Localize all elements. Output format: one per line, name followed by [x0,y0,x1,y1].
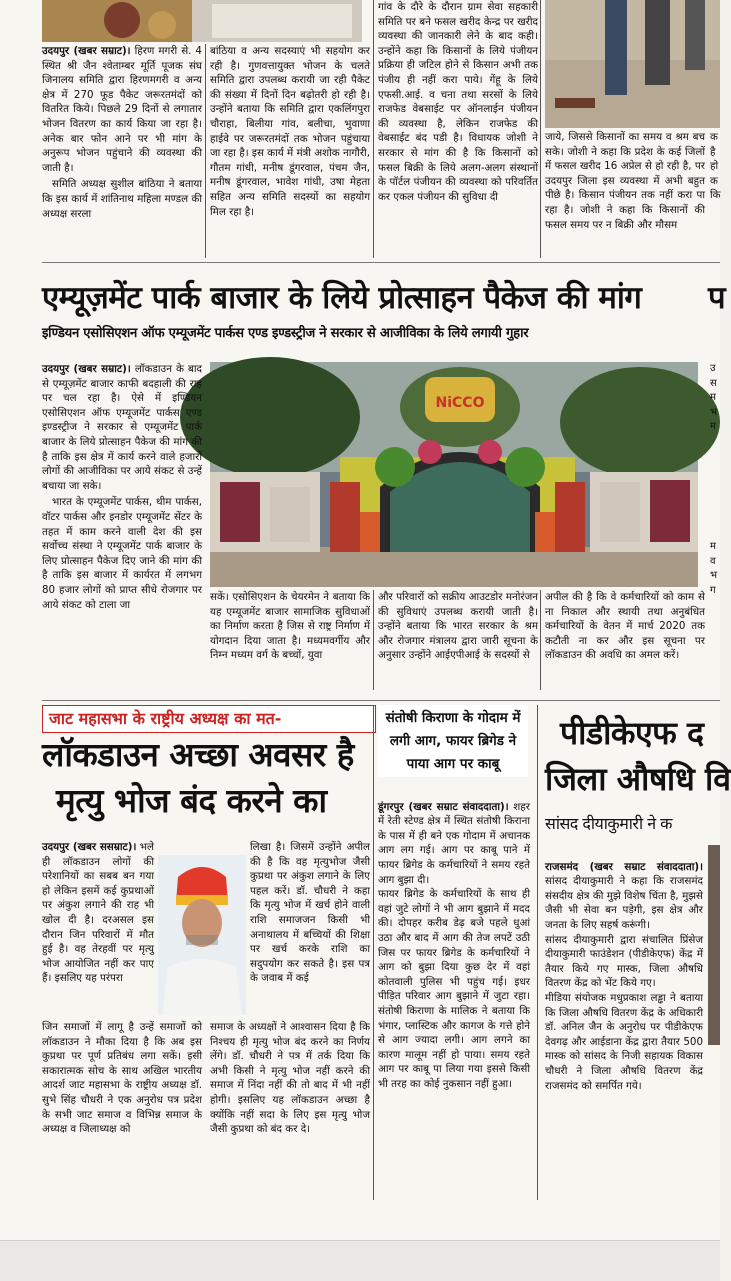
edge-right-top [710,362,722,532]
edge-headline-fragment: प [708,280,726,316]
amusement-headline: एम्यूज़मेंट पार्क बाजार के लिये प्रोत्साहन पैकेज की मांग [42,280,642,316]
top-article-col1 [42,44,202,260]
amusement-col1 [42,362,202,690]
pdkf-article-body [545,845,703,1205]
top-article-col2 [210,44,370,260]
jat-col2a-text: लिखा है। जिसमें उन्होंने अपील की है कि वह मृत्युभोज जैसी कुप्रथा पर अंकुश लगाने के लिए पहल करें। डॉ. चौधरी ने कहा कि मृत्यु भोज में खर्च होने वाली राशि समाजजन किसी भी अनाथालय में बच्चियों की शिक्षा पर खर्च करके राशि का सदुपयोग कर सकते है। इस पत्र के जवाब में कई [250,841,370,985]
jat-headline-line1: लॉकडाउन अच्छा अवसर है [42,735,354,774]
nicco-park-photo [210,362,698,587]
fire-headline-box: संतोषी किराणा के गोदाम में लगी आग, फायर ब्रिगेड ने पाया आग पर काबू [378,705,528,777]
jat-col1a-text: उदयपुर (खबर ससम्राट)। भले ही लॉकडाउन लोगों की परेशानियों का सबब बन गया हो लेकिन इसमें कई कुप्रथाओं पर अंकुश लगाने की राह भी खोल दी है। दरअसल इस दौरान जिन परिवारों में मौत हुई है। वह तेरहवीं पर मृत्यु भोज आयोजित नहीं कर पाए हैं। इसलिए यह परंपरा [42,841,154,985]
edge-right-top-text: उ स म भ म [710,363,718,433]
top-right-photo-image [545,0,720,128]
nicco-sign-text: NiCCO [435,395,485,411]
pdkf-subhead: सांसद दीयाकुमारी ने क [545,814,672,833]
fire-article-text: डूंगरपुर (खबर सम्राट संवाददाता)। शहर में रेती स्टेण्ड क्षेत्र में स्थित संतोषी किराना के पास में ही बने एक गोदाम में अचानक आग लग गई। आग पर काबू पाने में फायर ब्रिगेड के कर्मचारियों ने समय रहते आग बुझा दी। फायर ब्रिगेड के कर्मचारियों के साथ ही वहां जुटे लोगों ने भी आग बुझाने में मदद की। दोपहर करीब डेढ़ बजे पहले धुआं उठा और बाद में आग की तेज लपटें उठी जिस पर फायर ब्रिगेड के कर्मचारियों ने आग को बुझा दिया कुछ देर में वहां कोतवाली पुलिस भी पहुंच गई। इधर पीड़ित परिवार आग बुझाने में जुटा रहा। संतोषी किराणा के मालिक ने बताया कि भंगार, प्लास्टिक और कागज के गत्ते होने से आग ज्यादा लगी। आग लगने का कारण मालूम नहीं हो पाया। समय रहते आग पर काबू पा लिया गया इससे किसी भी तरह का कोई नुकसान नहीं हुआ। [378,800,530,1090]
edge-right-mid [710,540,722,690]
amusement-col4 [545,590,705,690]
nicco-park-gate-image [210,362,698,587]
top-article-col4 [545,130,705,260]
top-article-col3 [378,0,538,260]
screen-bottom-band [0,1240,720,1281]
top-article-col5-edge [710,130,722,260]
amusement-col4-text: अपील की है कि वे कर्मचारियों को काम से ना निकाल और स्थायी तथा अनुबंधित कर्मचारियों के वेतन में मार्च 2020 तक कटौती ना कर और इस सूचना पर लॉकडाउन की अवधि का अमल करें। [545,591,705,662]
top-col2-text: बांठिया व अन्य सदस्याएं भी सहयोग कर रही है। गुणवत्तायुक्त भोजन के चलते समिति द्वारा उपलब्ध करायी जा रही पैकेट की संख्या में दिनों दिन बढ़ोतरी हो रही है। उन्होंने बताया कि समिति द्वारा एकलिंगपुरा चौराहा, बिलीया गांव, बलीचा, भुवाणा हाईवे पर जरूरतमंदों तक भोजन पहुंचाया जा रहा है। इस कार्य में मंत्री अशोक नागौरी, गौतम गांधी, मनीष डूंगरवाल, पंचम जैन, मनीष डूंगरवाल, भावेश गांधी, उषा मेहता सहित अन्य समिति सदस्यों का सहयोग मिल रहा है। [210,45,370,218]
section-divider-1 [42,262,720,263]
amusement-col3 [378,590,538,690]
dr-chaudhary-portrait [158,855,246,1015]
section-divider-2 [42,700,720,701]
jat-redbar-kicker: जाट महासभा के राष्ट्रीय अध्यक्ष का मत- [42,705,376,733]
jat-col2b-text: समाज के अध्यक्षों ने आश्वासन दिया है कि निश्चय ही मृत्यु भोज बंद करने का निर्णय लेंगे। डॉ. चौधरी ने पत्र में तर्क दिया कि अभी किसी ने मृत्यु भोज नहीं करने की समाज में निंदा नहीं की तो बाद में भी नहीं होगी। इसलिए यह लॉकडाउन अच्छा है क्योंकि नहीं सदा के लिए इस मृत्यु भोज जैसी कुप्रथा को बंद कर दे। [210,1021,370,1136]
edge-right-mid-text: म व भ ग [710,541,718,596]
pdkf-headline-line2: जिला औषधि वि [545,760,731,798]
top-left-photo-image [42,0,362,42]
top-col4-text: जाये, जिससे किसानों का समय व श्रम बच सके। जोशी ने कहा कि प्रदेश के कई जिलों में फसल खरीद 16 अप्रेल से हो रही है, पर उदयपुर जिला इस व्यवस्था में अभी बहुत पीछे है। किसान पंजीयन तक नहीं करा पा रहा है। जोशी ने कहा कि किसानों की फसल समय पर न बिक्री और मौसम [545,131,705,231]
amusement-col1-para1: उदयपुर (खबर सम्राट)। लॉकडाउन के बाद से एम्यूज़मेंट बाजार काफी बदहाली की राह पर चल रहा है। ऐसे में इण्डियन एसोसिएशन ऑफ एम्यूजमेंट पार्कस एण्ड इण्डस्ट्रीज ने सरकार से एम्यूजमेंट पार्क बाजार के लिये प्रोत्साहन पैकेज की मांग की है ताकि इस क्षेत्र में कार्य करने वाले हजारों लोगों की आजीविका पर आये संकट से उन्हें बचाया जा सके। [42,363,202,492]
jat-col1a [42,840,154,1020]
amusement-col2 [210,590,370,690]
pdkf-edge-photo [708,845,720,1045]
jat-col2b [210,1020,370,1200]
jat-col1b [42,1020,202,1200]
top-col1-para2: समिति अध्यक्ष सुशील बांठिया ने बताया कि इस कार्य में शांतिनाथ महिला मण्डल की अध्यक्ष सरला [42,178,202,220]
amusement-subhead: इण्डियन एसोसिएशन ऑफ एम्यूजमेंट पार्कस एण्ड इण्डस्ट्रीज ने सरकार से आजीविका के लिये लगायी गुहार [42,326,529,341]
top-col3-text: गांव के दौरे के दौरान ग्राम सेवा सहकारी समिति पर बने फसल खरीद केन्द्र पर खरीद व्यवस्था की जानकारी लेने के बाद कही। उन्होंने कहा कि किसानों के लिये पंजीयन प्रक्रिया ही जटिल होने से किसान अभी तक पंजीय ही नहीं करा पाये। गेंहू के लिये एफसी.आई. व चना तथा सरसों के लिये राजफेड वेबसाईट पर ऑनलाईन पंजीयन की व्यवस्था है, लेकिन राजफेड की वेबसाईट बंद पडी है। विधायक जोशी ने सरकार से मांग की है कि किसानों को फसल बिक्री के लिये अलग-अलग संस्थानों के पॉर्टल पंजीयन की व्यवस्था को परिवर्तित कर एकल पंजीयन की सुविधा दी [378,1,538,203]
jat-headline-line2: मृत्यु भोज बंद करने का [56,781,327,820]
amusement-col1-para2: भारत के एम्यूजमेंट पार्कस, थीम पार्कस, वॉटर पार्कस और इनडोर एम्यूजमेंट सेंटर के तहत में काम करने वाली देश की इस सर्वोच्च संस्था ने एम्यूजमेंट पार्क बाजार के लिए प्रोत्साहन पैकेज दिए जाने की मांग की है ताकि इस बाजार में कार्यरत में लगभग 80 हजार लोगों को प्राप्त सीधे रोजगार पर आये संकट को टाला जा [42,496,202,611]
fire-article-body [378,785,530,1205]
pdkf-headline-line1: पीडीकेएफ द [560,714,704,752]
pdkf-article-text: राजसमंद (खबर सम्राट संवाददाता)। सांसद दीयाकुमारी ने कहा कि राजसमंद संसदीय क्षेत्र की मुझे विशेष चिंता है, मुझसे जैसी भी सेवा बन पड़ेगी, इस क्षेत्र और जनता के लिए सहर्ष करूंगी। सांसद दीयाकुमारी द्वारा संचालित प्रिंसेज दीयाकुमारी फाउंडेशन (पीडीकेएफ) केंद्र में तैयार किये गए मास्क, जिला औषधि वितरण केंद्र को भेंट किये गए। मीडिया संयोजक मधुप्रकाश लड्ढा ने बताया कि जिला औषधि वितरण केंद्र के अधिकारी डॉ. अनिल जैन के अनुरोध पर पीडीकेएफ देवगढ़ और आईडाना केंद्र द्वारा तैयार 500 मास्क को सांसद के निजी सहायक विकास चौधरी ने जिला औषधि वितरण केंद्र राजसमंद को समर्पित गये। [545,860,703,1092]
top-right-photo [545,0,720,128]
jat-col1b-text: जिन समाजों में लागू है उन्हें समाजों को लॉकडाउन ने मौका दिया है कि अब इस कुप्रथा पर पूर्ण प्रतिबंध लगा सकें। इसी सकारात्मक सोच के साथ अखिल भारतीय आदर्श जाट महासभा के राष्ट्रीय अध्यक्ष डॉ. सुभे सिंह चौधरी ने एक अनुरोध पत्र प्रदेश के सभी जाट समाज व विभिन्न समाज के अध्यक्ष व जिलाध्यक्ष को [42,1021,202,1136]
amusement-col3-text: और परिवारों को सक्रीय आउटडोर मनोरंजन की सुविधाएं उपलब्ध करायी जाती है। उन्होंने बताया कि भारत सरकार के श्रम और रोजगार मंत्रालय द्वारा जारी सूचना के अनुसार उन्होंने आईएपीआई के सदस्यों से [378,591,538,662]
jat-col2a [250,840,370,1020]
amusement-col2-text: सकें। एसोसिएशन के चेयरमेन ने बताया कि यह एम्यूजमेंट बाजार सामाजिक सुविधाओं का निर्माण करता है जिस से राष्ट्र निर्माण में योगदान दिया जाता है। मध्यमवर्गीय और निम्न मध्यम वर्ग के बच्चों, युवा [210,591,370,662]
top-col1-para1: उदयपुर (खबर सम्राट)। हिरण मगरी से. 4 स्थित श्री जैन श्वेताम्बर मूर्ति पूजक संघ जिनालय समिति द्वारा हिरणमगरी व अन्य क्षेत्र में 270 फूड पैकेट जरूरतमंदों को वितरित किये। पिछले 29 दिनों से लगातार भोजन वितरण का कार्य किया जा रहा है। अनेक बार फोन आने पर भी मांग के अनुरूप भोजन पहुंचाने की व्यवस्था की जाती है। [42,45,202,174]
top-col5-text: क है हो क कि [710,131,721,202]
top-left-photo [42,0,362,42]
portrait-image [158,855,246,1015]
